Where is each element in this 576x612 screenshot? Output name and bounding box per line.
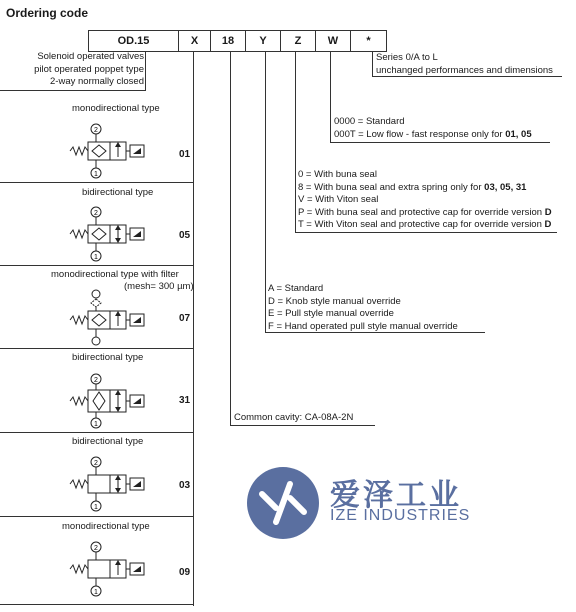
series-note: Series 0/A to L unchanged performances and dimensions	[376, 52, 553, 76]
valve-symbol-icon	[68, 205, 158, 263]
type-label-3b: (mesh= 300 µm)	[124, 281, 194, 292]
port-label-2: 2	[94, 545, 98, 552]
type-code-2: 05	[179, 230, 191, 241]
port-label-1: 1	[94, 504, 98, 511]
port-label-2: 2	[94, 377, 98, 384]
port-label-2: 2	[94, 460, 98, 467]
type-label-6: monodirectional type	[62, 521, 150, 532]
valve-symbol-icon	[68, 455, 158, 513]
code-cell-18: 18	[211, 31, 246, 51]
port-label-1: 1	[94, 421, 98, 428]
valve-symbol-filter-icon	[68, 289, 158, 347]
company-logo-icon	[244, 464, 322, 542]
port-label-1: 1	[94, 254, 98, 261]
code-cell-model: OD.15	[89, 31, 179, 51]
code-cell-series: *	[366, 35, 371, 47]
w-options: 0000 = Standard 000T = Low flow - fast response only for 01, 05	[334, 116, 532, 140]
port-label-2: 2	[94, 127, 98, 134]
code-cell-y: Y	[246, 31, 281, 51]
valve-description: Solenoid operated valves pilot operated poppet type 2-way normally closed	[34, 51, 144, 87]
port-label-2: 2	[94, 210, 98, 217]
code-cell-w: W	[316, 31, 351, 51]
type-code-4: 31	[179, 395, 191, 406]
code-cell-z: Z	[281, 31, 316, 51]
type-label-5: bidirectional type	[72, 436, 144, 447]
type-label-4: bidirectional type	[72, 352, 144, 363]
valve-symbol-icon	[68, 540, 158, 598]
type-label-2: bidirectional type	[82, 187, 154, 198]
type-code-1: 01	[179, 149, 191, 160]
section-title: Ordering code	[6, 6, 89, 20]
type-label-3: monodirectional type with filter	[51, 269, 179, 280]
logo-text-en: IZE INDUSTRIES	[330, 507, 471, 524]
type-code-3: 07	[179, 313, 191, 324]
type-code-5: 03	[179, 480, 191, 491]
port-label-1: 1	[94, 589, 98, 596]
cavity-text: Common cavity: CA-08A-2N	[234, 412, 354, 423]
code-cell-x: X	[179, 31, 211, 51]
type-code-6: 09	[179, 567, 191, 578]
ordering-code-row	[88, 30, 387, 52]
z-options: 0 = With buna seal 8 = With buna seal and extra spring only for 03, 05, 31 V = With Viton seal P = With buna seal and protective cap for override version D T = With Viton seal and protective cap for override version D	[298, 169, 552, 230]
type-label-1: monodirectional type	[72, 103, 160, 114]
logo-text-cn: 爱泽工业	[330, 479, 462, 512]
port-label-1: 1	[94, 171, 98, 178]
valve-symbol-icon	[68, 122, 158, 180]
y-options: A = Standard D = Knob style manual override E = Pull style manual override F = Hand operated pull style manual override	[268, 283, 458, 332]
valve-symbol-bidirectional-icon	[68, 372, 158, 430]
